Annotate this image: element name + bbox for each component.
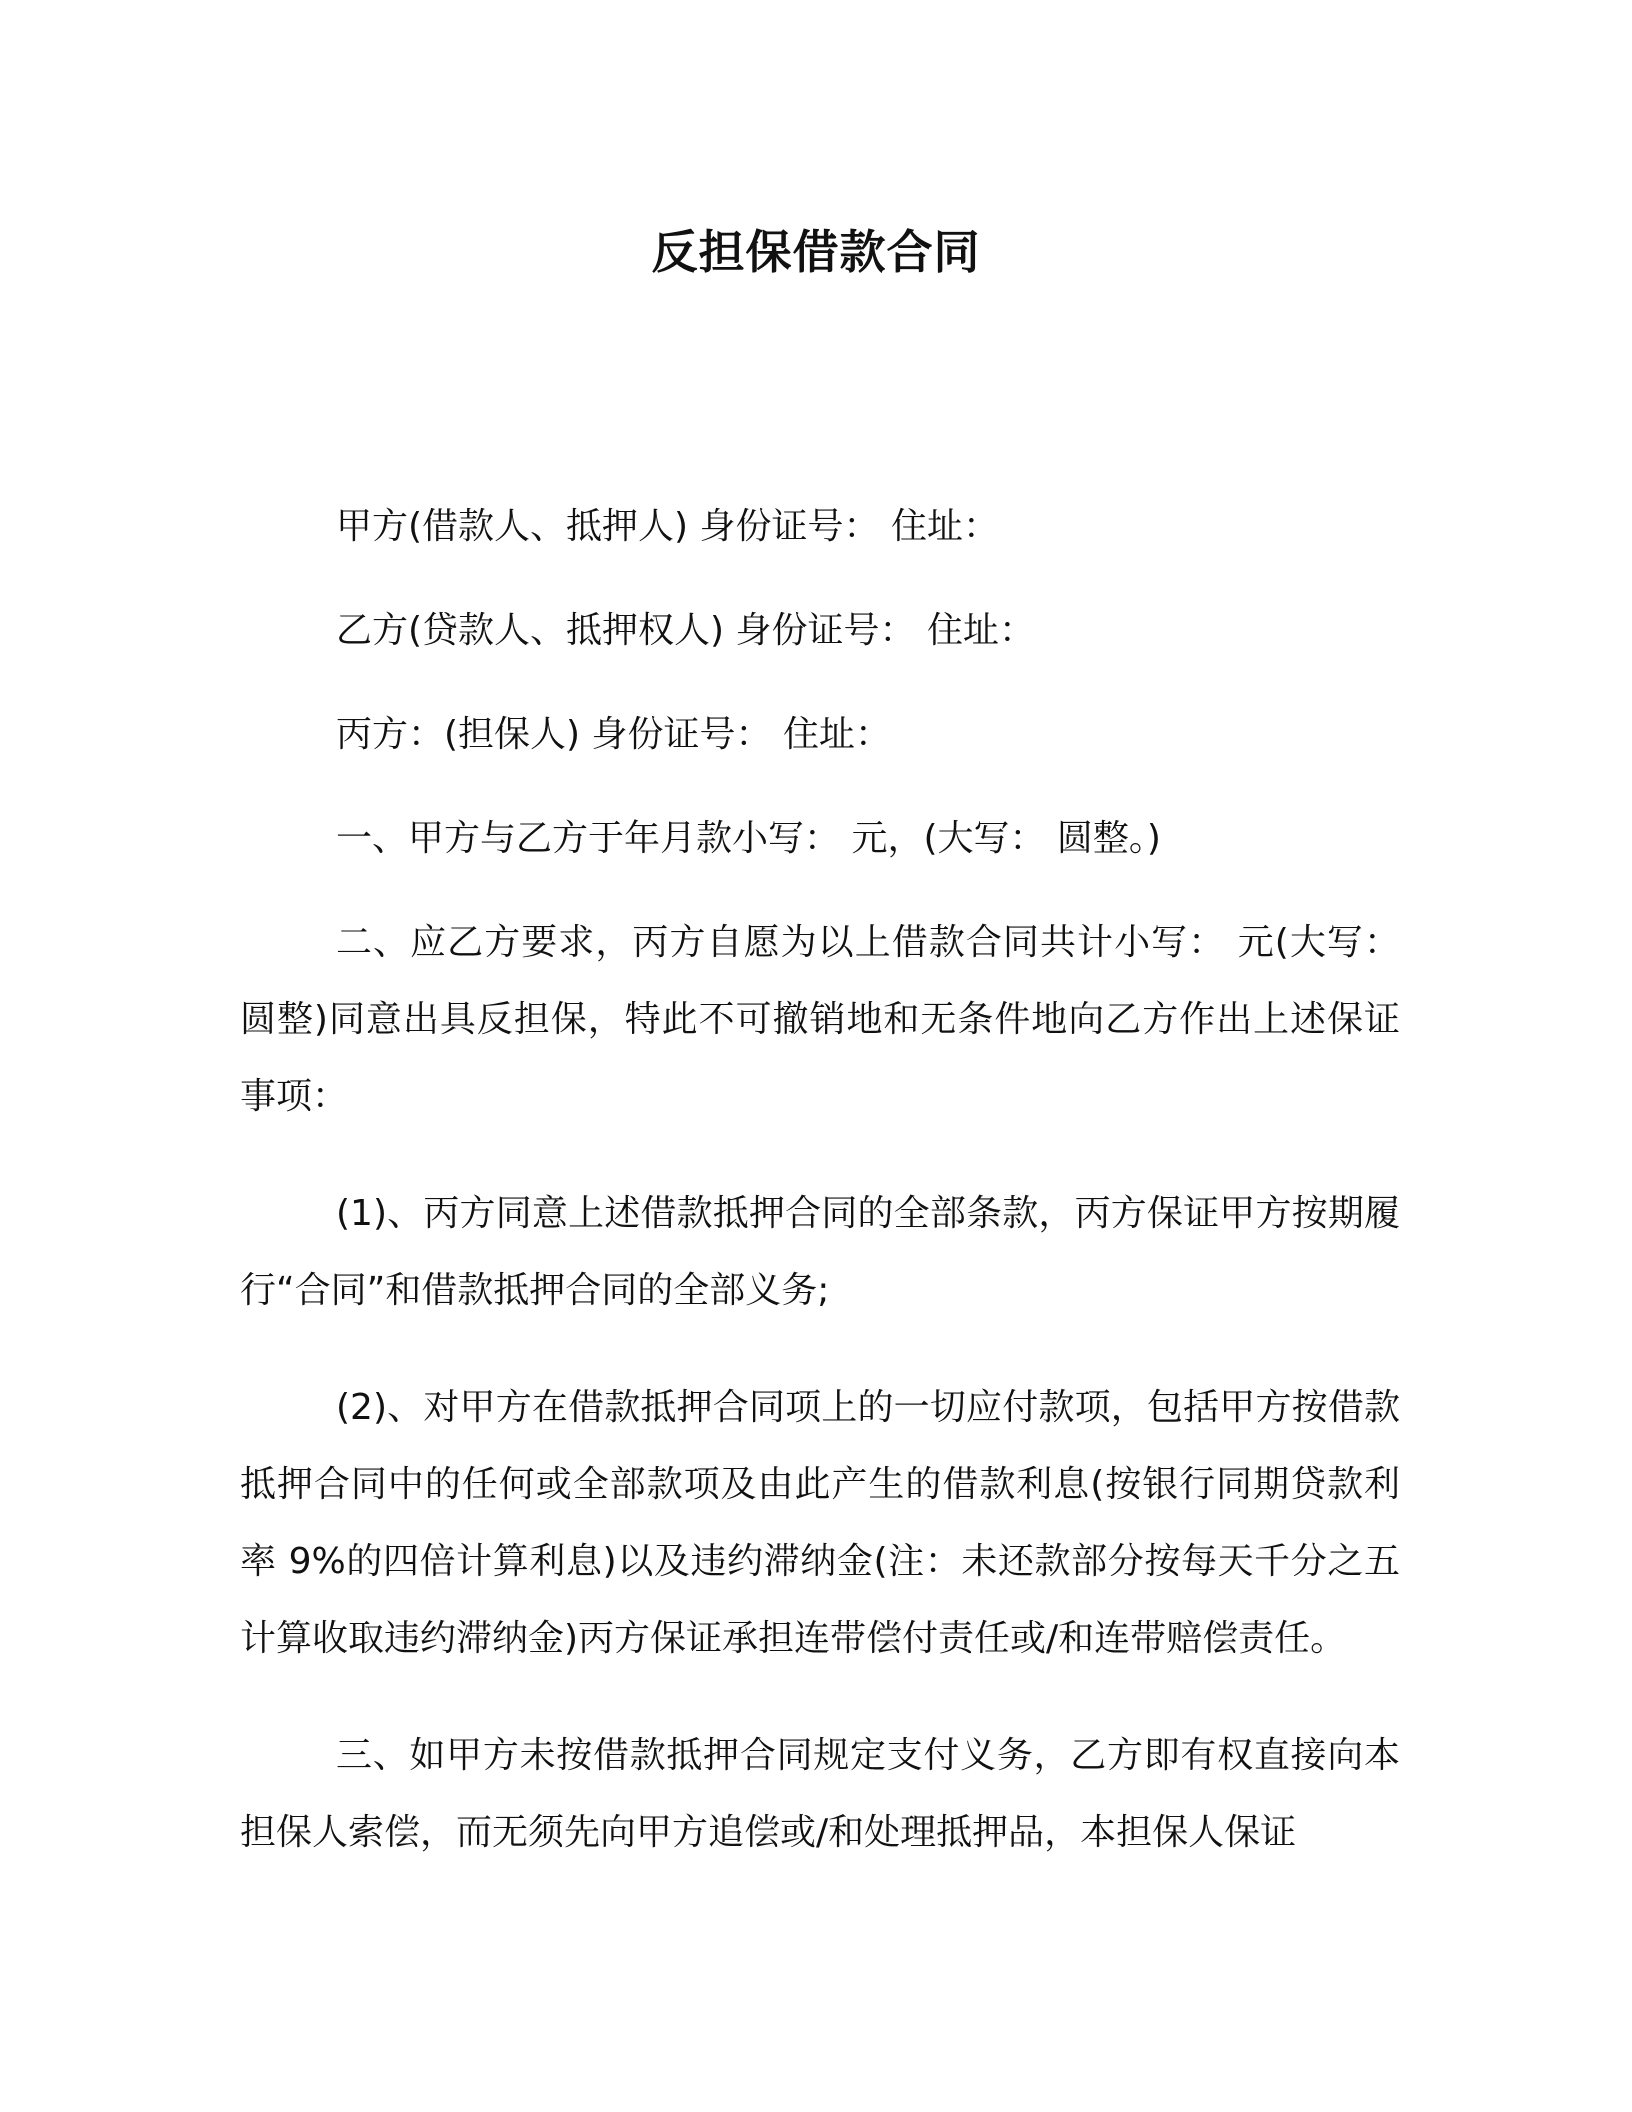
party-a-line: 甲方(借款人、抵押人) 身份证号： 住址： <box>336 506 999 547</box>
clause-1: 一、甲方与乙方于年月款小写： 元，(大写： 圆整。) <box>336 818 1161 859</box>
clause-2-item-1: (1)、丙方同意上述借款抵押合同的全部条款，丙方保证甲方按期履行“合同”和借款抵押合同的全部义务; <box>240 1193 1400 1311</box>
clause-2: 二、应乙方要求，丙方自愿为以上借款合同共计小写： 元(大写：圆整)同意出具反担保，特此不可撤销地和无条件地向乙方作出上述保证事项： <box>240 922 1400 1117</box>
party-c-line: 丙方：(担保人) 身份证号： 住址： <box>336 714 891 755</box>
clause-3: 三、如甲方未按借款抵押合同规定支付义务，乙方即有权直接向本担保人索偿，而无须先向甲方追偿或/和处理抵押品，本担保人保证 <box>240 1735 1400 1853</box>
party-b-line: 乙方(贷款人、抵押权人) 身份证号： 住址： <box>336 610 1035 651</box>
clause-2-item-2: (2)、对甲方在借款抵押合同项上的一切应付款项，包括甲方按借款抵押合同中的任何或全部款项及由此产生的借款利息(按银行同期贷款利率 9%的四倍计算利息)以及违约滞纳金(注：未还款部分按每天千分之五计算收取违约滞纳金)丙方保证承担连带偿付责任或/和连带赔偿责任。 <box>240 1387 1400 1659</box>
document-title: 反担保借款合同 <box>651 225 981 279</box>
document-body <box>240 488 1400 1898</box>
